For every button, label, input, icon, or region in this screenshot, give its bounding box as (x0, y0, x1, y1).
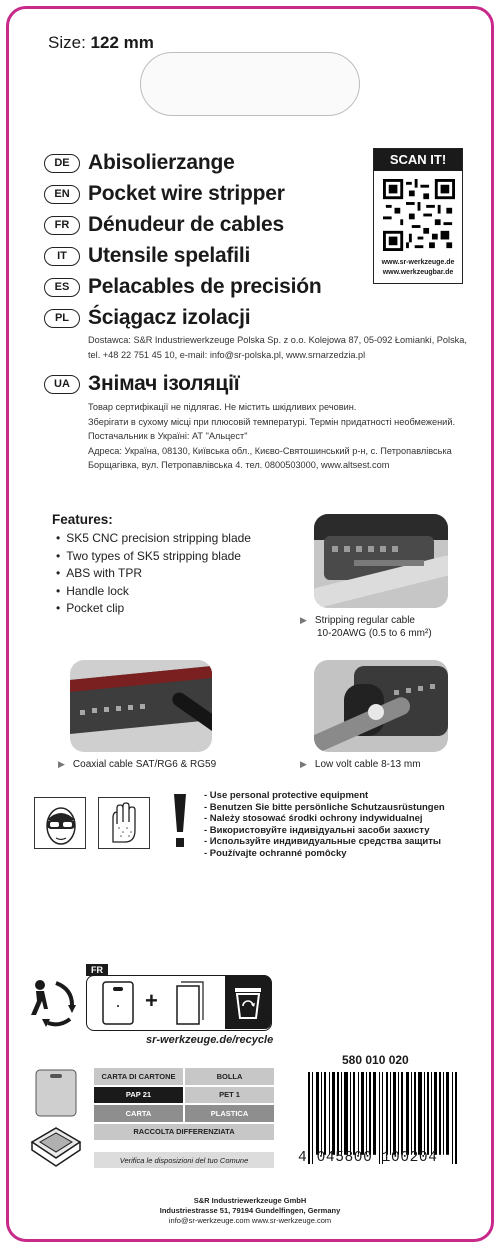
qr-title: SCAN IT! (374, 149, 462, 171)
verifica-note: Verifica le disposizioni del tuo Comune (94, 1152, 274, 1168)
lang-name: Pocket wire stripper (88, 182, 285, 205)
triangle-icon: ▶ (300, 615, 307, 625)
triangle-icon: ▶ (58, 759, 65, 769)
photo-regular-cable-image (314, 514, 448, 608)
qr-url-2[interactable]: www.werkzeugbar.de (382, 269, 454, 276)
lang-name: Abisolierzange (88, 151, 235, 174)
table-cell: PAP 21 (94, 1087, 183, 1104)
article-number: 580 010 020 (342, 1053, 409, 1067)
lang-name: Знімач ізоляції (88, 372, 240, 395)
pl-supplier-info (88, 333, 467, 362)
table-cell: PLASTICA (185, 1105, 274, 1122)
safety-warnings (204, 790, 445, 860)
table-cell: CARTA (94, 1105, 183, 1122)
safety-line: - Используйте индивидуальные средства защиты (204, 836, 441, 848)
triman-recycle-icon (22, 975, 80, 1031)
triman-info-frame (86, 975, 272, 1031)
table-cell: PET 1 (185, 1087, 274, 1104)
cardboard-card-icon (101, 980, 135, 1026)
lang-code: DE (44, 154, 80, 173)
photo-coax-cable (70, 660, 212, 752)
qr-code-icon (383, 179, 455, 251)
footer-contact[interactable]: info@sr-werkzeuge.com www.sr-werkzeuge.com (168, 1216, 332, 1225)
gloves-icon (98, 797, 150, 849)
blister-icon (171, 980, 205, 1026)
safety-line: - Należy stosować środki ochrony indywidualnej (204, 813, 423, 825)
feature-item: • ABS with TPR (56, 565, 251, 583)
safety-line: - Use personal protective equipment (204, 790, 369, 801)
goggles-icon (34, 797, 86, 849)
lang-name: Pelacables de precisión (88, 275, 322, 298)
lang-row-de (44, 151, 235, 175)
photo-lowvolt-cable (314, 660, 448, 752)
triangle-icon: ▶ (300, 759, 307, 769)
recycle-link[interactable]: sr-werkzeuge.de/recycle (146, 1034, 274, 1046)
ua-info-line: Борщагівка, вул. Петропавлівська 4. тел. 0800503000, www.altsest.com (88, 460, 390, 470)
ua-info (88, 400, 455, 473)
caption-coax (58, 758, 216, 771)
lang-row-en (44, 182, 285, 206)
safety-line: - Benutzen Sie bitte persönliche Schutzausrüstungen (204, 801, 445, 813)
table-cell: BOLLA (185, 1068, 274, 1085)
safety-line: - Використовуйте індивідуальні засоби захисту (204, 824, 430, 836)
ua-info-line: Товар сертифікації не підлягає. Не містить шкідливих речовин. (88, 402, 357, 412)
card-packaging-icon (34, 1068, 78, 1118)
ua-info-line: Постачальник в Україні: АТ "Альцест" (88, 431, 248, 441)
waste-sorting-table (94, 1068, 274, 1142)
exclamation-icon (170, 792, 190, 852)
lang-row-es (44, 275, 322, 299)
caption-coax-text: Coaxial cable SAT/RG6 & RG59 (72, 759, 217, 770)
lang-row-fr (44, 213, 284, 237)
pl-info-line: Dostawca: S&R Industriewerkzeuge Polska Sp. z o.o. Kolejowa 87, 05-092 Łomianki, Polska, (88, 335, 467, 345)
size-label (48, 33, 154, 53)
table-row (94, 1087, 274, 1104)
features-title: Features: (52, 512, 113, 527)
caption-lowvolt-text: Low volt cable 8-13 mm (314, 759, 421, 770)
lang-code: PL (44, 309, 80, 328)
ua-info-line: Адреса: Україна, 08130, Київська обл., Києво-Святошинський р-н, с. Петропавлівська (88, 445, 452, 456)
table-cell: RACCOLTA DIFFERENZIATA (94, 1124, 274, 1141)
lang-name: Ściągacz izolacji (88, 306, 251, 329)
caption-lowvolt (300, 758, 421, 771)
plus-icon: + (145, 988, 158, 1013)
caption-regular-line: Stripping regular cable (314, 615, 415, 626)
table-row (94, 1105, 274, 1122)
ean-number: 4 045800 100204 (298, 1150, 438, 1166)
qr-url-1[interactable]: www.sr-werkzeuge.de (381, 259, 455, 266)
footer-address: Industriestrasse 51, 79194 Gundelfingen, Germany (159, 1206, 341, 1215)
photo-coax-cable-image (70, 660, 212, 752)
table-row (94, 1124, 274, 1141)
photo-lowvolt-cable-image (314, 660, 448, 752)
feature-item: • Pocket clip (56, 600, 251, 618)
lang-code: UA (44, 375, 80, 394)
lang-row-it (44, 244, 250, 268)
lang-name: Dénudeur de cables (88, 213, 284, 236)
lang-code: ES (44, 278, 80, 297)
lang-code: FR (44, 216, 80, 235)
hang-hole (140, 52, 360, 116)
footer-company: S&R Industriewerkzeuge GmbH (193, 1196, 307, 1205)
lang-code: EN (44, 185, 80, 204)
bin-panel (225, 976, 271, 1029)
lang-code: IT (44, 247, 80, 266)
size-prefix: Size: (48, 33, 86, 52)
lang-name: Utensile spelafili (88, 244, 251, 267)
pl-info-line: tel. +48 22 751 45 10, e-mail: info@sr-polska.pl, www.srnarzedzia.pl (88, 349, 366, 360)
caption-regular-line: 10-20AWG (0.5 to 6 mm²) (317, 628, 432, 639)
table-row (94, 1068, 274, 1085)
feature-item: • SK5 CNC precision stripping blade (56, 530, 251, 548)
lang-row-ua (44, 372, 239, 396)
table-cell: CARTA DI CARTONE (94, 1068, 183, 1085)
photo-regular-cable (314, 514, 448, 608)
lang-row-pl (44, 306, 250, 330)
safety-line: - Používajte ochranné pomôcky (204, 847, 347, 859)
ua-info-line: Зберігати в сухому місці при плюсовій температурі. Термін придатності необмежений. (88, 416, 456, 427)
caption-regular (300, 614, 432, 640)
qr-code-panel[interactable] (373, 148, 463, 284)
recycle-bin-icon (233, 984, 263, 1020)
feature-item: • Two types of SK5 stripping blade (56, 548, 251, 566)
feature-item: • Handle lock (56, 583, 251, 601)
size-value: 122 mm (90, 33, 154, 52)
features-list (56, 530, 251, 618)
fr-tab: FR (86, 964, 108, 976)
tray-packaging-icon (28, 1122, 84, 1168)
